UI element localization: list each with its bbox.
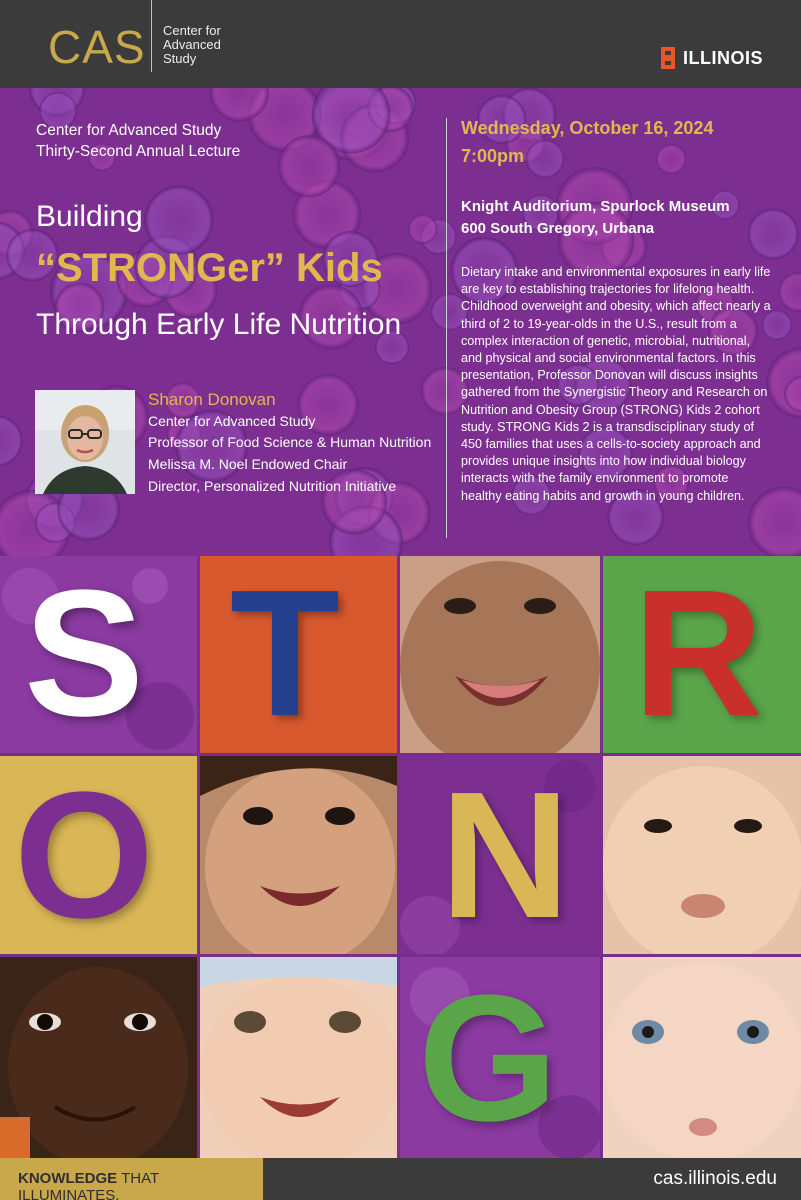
footer-tagline-bar <box>0 1158 263 1200</box>
speaker-title: Director, Personalized Nutrition Initiative <box>148 478 397 494</box>
tile-letter-r <box>603 556 801 753</box>
title-line-3: Through Early Life Nutrition <box>36 308 402 341</box>
event-date: Wednesday, October 16, 2024 <box>461 118 714 138</box>
illinois-wordmark: ILLINOIS <box>683 47 763 68</box>
hero-section <box>0 88 801 556</box>
website-link[interactable]: cas.illinois.edu <box>653 1168 777 1189</box>
tile-letter-n <box>400 756 600 954</box>
footer-url-bar <box>263 1158 801 1200</box>
lecture-line-2: Thirty-Second Annual Lecture <box>36 143 241 160</box>
column-divider <box>446 118 447 538</box>
speaker-title: Melissa M. Noel Endowed Chair <box>148 456 348 472</box>
footer-tagline <box>18 1170 263 1200</box>
speaker-title: Professor of Food Science & Human Nutrition <box>148 434 432 450</box>
logo-sub-line: Study <box>163 51 197 66</box>
tagline-bold: KNOWLEDGE <box>18 1170 118 1187</box>
lecture-abstract: Dietary intake and environmental exposures in early life are key to establishing trajectories for lifelong health. Childhood overweight and obesity, which affect nearly a third of 2 to 19-year-olds in the U.S., result from a complex interaction of genetic, microbial, nutritional, and physical and social environmental factors. In this presentation, Professor Donovan will discuss insights gathered from the Synergistic Theory and Research on Nutrition and Obesity Group (STRONG) Kids 2 cohort study. STRONG Kids 2 is a transdisciplinary study of 450 families that uses a cells-to-society approach and provides unique insights into how individual biology interacts with the family environment to promote healthy eating habits and growth in young children. <box>461 265 771 503</box>
letter-g: G <box>418 958 559 1158</box>
speaker-portrait <box>35 390 135 494</box>
letter-r: R <box>633 556 763 753</box>
title-line-1: Building <box>36 200 143 233</box>
tagline-rest: THAT ILLUMINATES. <box>18 1170 159 1200</box>
speaker-name: Sharon Donovan <box>148 390 276 409</box>
baby-photo-2 <box>200 756 397 954</box>
cas-logo-subtitle <box>163 24 253 66</box>
lecture-heading <box>36 120 240 162</box>
block-i-icon <box>661 47 675 69</box>
event-time: 7:00pm <box>461 146 525 166</box>
baby-photo-6 <box>603 957 801 1158</box>
baby-photo-1 <box>400 556 600 753</box>
letter-s: S <box>24 556 145 753</box>
tile-letter-s <box>0 556 197 753</box>
logo-sub-line: Advanced <box>163 37 221 52</box>
baby-photo-4 <box>0 957 197 1158</box>
letter-t: T <box>230 556 340 753</box>
venue-name: Knight Auditorium, Spurlock Museum <box>461 198 730 215</box>
logo-divider <box>151 0 152 72</box>
baby-photo-3 <box>603 756 801 954</box>
logo-sub-line: Center for <box>163 23 221 38</box>
tile-letter-o <box>0 756 197 954</box>
speaker-title: Center for Advanced Study <box>148 413 316 429</box>
title-line-2: “STRONGer” Kids <box>36 246 383 290</box>
lecture-line-1: Center for Advanced Study <box>36 122 222 139</box>
illinois-logo <box>661 46 763 70</box>
strong-grid <box>0 556 801 1158</box>
header-bar <box>0 0 801 88</box>
tile-letter-t <box>200 556 397 753</box>
venue-address: 600 South Gregory, Urbana <box>461 220 655 237</box>
letter-n: N <box>440 756 570 954</box>
tile-letter-g <box>400 957 600 1158</box>
cas-logo: CAS <box>48 21 146 73</box>
letter-o: O <box>14 756 155 954</box>
baby-photo-5 <box>200 957 397 1158</box>
